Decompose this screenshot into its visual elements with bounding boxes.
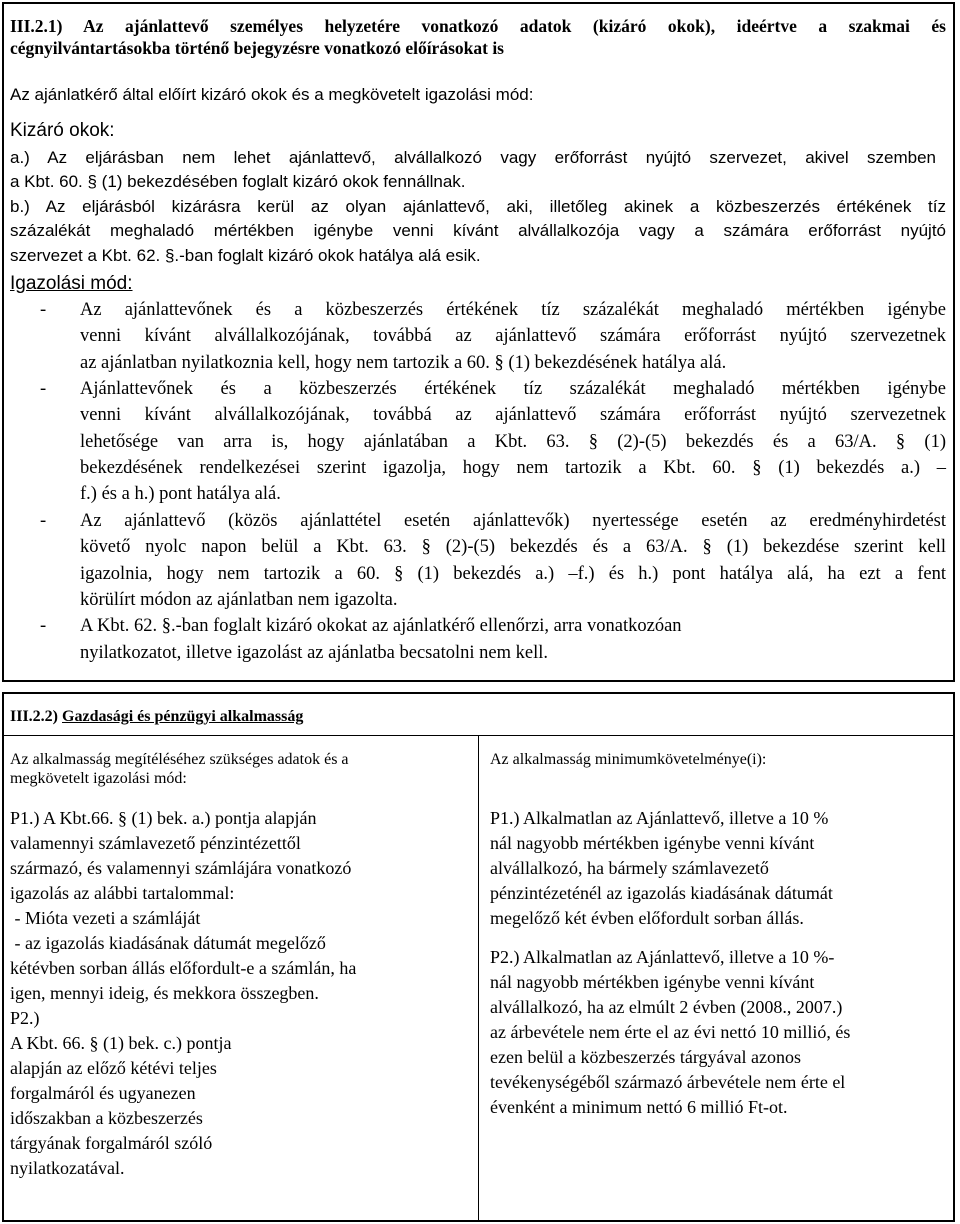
kizaro-okok-label: Kizáró okok:	[10, 120, 115, 141]
right-p1-line: alvállalkozó, ha bármely számlavezető	[490, 858, 769, 878]
bullet-dash: -	[40, 511, 47, 531]
bullet4-line2: nyilatkozatot, illetve igazolást az ajánlatba becsatolni nem kell.	[80, 643, 548, 663]
bullet1-line1: Az ajánlattevőnek és a közbeszerzés értékének tíz százalékát meghaladó mértékben igénybe	[80, 300, 946, 320]
bullet-dash: -	[40, 300, 47, 320]
left-header-line2: megkövetelt igazolási mód:	[10, 770, 187, 787]
left-body-line: - Mióta vezeti a számláját	[10, 908, 201, 928]
column-divider	[478, 735, 479, 1222]
left-body-line: kétévben sorban állás előfordult-e a számlán, ha	[10, 958, 357, 978]
bullet1-line3: az ajánlatban nyilatkoznia kell, hogy nem tartozik a 60. § (1) bekezdésének hatálya alá.	[80, 353, 727, 373]
bullet1-line2: venni kívánt alvállalkozójának, továbbá az ajánlattevő számára erőforrást nyújtó szervezetnek	[80, 326, 946, 346]
left-body-line: származó, és valamennyi számlájára vonatkozó	[10, 858, 352, 878]
bullet3-line1: Az ajánlattevő (közös ajánlattétel esetén ajánlattevők) nyertessége esetén az eredményhirdetést	[80, 511, 946, 531]
left-body-line: igazolás az alábbi tartalommal:	[10, 883, 235, 903]
right-p1-line: pénzintézeténél az igazolás kiadásának dátumát	[490, 883, 833, 903]
right-p2-line: nál nagyobb mértékben igénybe venni kívánt	[490, 972, 815, 992]
right-header: Az alkalmasság minimumkövetelménye(i):	[490, 751, 767, 768]
kizaro-b-line1: b.) Az eljárásból kizárásra kerül az olyan ajánlattevő, aki, illetőleg akinek a közbeszerzés értékének tíz	[10, 197, 946, 216]
right-p2-line: ezen belül a közbeszerzés tárgyával azonos	[490, 1047, 802, 1067]
section2-heading	[10, 708, 303, 726]
bullet3-line4: körülírt módon az ajánlatban nem igazolta.	[80, 590, 398, 610]
right-p2-line: alvállalkozó, ha az elmúlt 2 évben (2008., 2007.)	[490, 997, 843, 1017]
right-p2-line: tevékenységéből származó árbevétele nem érte el	[490, 1072, 846, 1092]
left-body-line: nyilatkozatával.	[10, 1158, 125, 1178]
right-p2-line: P2.) Alkalmatlan az Ajánlattevő, illetve a 10 %-	[490, 947, 835, 967]
bullet2-line3: lehetősége van arra is, hogy ajánlatában a Kbt. 63. § (2)-(5) bekezdés és a 63/A. § (1)	[80, 432, 946, 452]
kizaro-b-line3: szervezet a Kbt. 62. §.-ban foglalt kizáró okok hatálya alá esik.	[10, 246, 481, 265]
left-body-line: A Kbt. 66. § (1) bek. c.) pontja	[10, 1033, 232, 1053]
bullet4-line1: A Kbt. 62. §.-ban foglalt kizáró okokat az ajánlatkérő ellenőrzi, arra vonatkozóan	[80, 616, 682, 636]
right-p1-line: nál nagyobb mértékben igénybe venni kívánt	[490, 833, 815, 853]
left-body-line: forgalmáról és ugyanezen	[10, 1083, 196, 1103]
bullet2-line1: Ajánlattevőnek és a közbeszerzés értékének tíz százalékát meghaladó mértékben igénybe	[80, 379, 946, 399]
left-body-line: alapján az előző kétévi teljes	[10, 1058, 217, 1078]
bullet2-line5: f.) és a h.) pont hatálya alá.	[80, 484, 281, 504]
right-p2-line: az árbevétele nem érte el az évi nettó 10 millió, és	[490, 1022, 851, 1042]
right-p1-line: P1.) Alkalmatlan az Ajánlattevő, illetve a 10 %	[490, 808, 829, 828]
kizaro-b-line2: százalékát meghaladó mértékben igénybe venni kívánt alvállalkozója vagy a számára erőforrást nyújtó	[10, 221, 946, 240]
bullet2-line2: venni kívánt alvállalkozójának, továbbá az ajánlattevő számára erőforrást nyújtó szervezetnek	[80, 405, 946, 425]
left-body-line: valamennyi számlavezető pénzintézettől	[10, 833, 301, 853]
left-body-line: időszakban a közbeszerzés	[10, 1108, 203, 1128]
left-body-line: P1.) A Kbt.66. § (1) bek. a.) pontja alapján	[10, 808, 317, 828]
left-body-line: tárgyának forgalmáról szóló	[10, 1133, 213, 1153]
section1-intro: Az ajánlatkérő által előírt kizáró okok és a megkövetelt igazolási mód:	[10, 85, 534, 104]
left-body-line: igen, mennyi ideig, és mekkora összegben.	[10, 983, 319, 1003]
kizaro-a-line1: a.) Az eljárásban nem lehet ajánlattevő, alvállalkozó vagy erőforrást nyújtó szervezet, akivel szemben	[10, 148, 936, 167]
igazolasi-mod-label: Igazolási mód:	[10, 273, 133, 294]
left-body-line: - az igazolás kiadásának dátumát megelőző	[10, 933, 326, 953]
kizaro-a-line2: a Kbt. 60. § (1) bekezdésében foglalt kizáró okok fennállnak.	[10, 172, 466, 191]
bullet3-line3: igazolnia, hogy nem tartozik a 60. § (1) bekezdés a.) –f.) és h.) pont hatálya alá, ha ezt a fent	[80, 564, 946, 584]
section2-heading-num: III.2.2)	[10, 708, 59, 725]
section2-heading-text: Gazdasági és pénzügyi alkalmasság	[62, 708, 304, 725]
right-p2-line: évenként a minimum nettó 6 millió Ft-ot.	[490, 1097, 788, 1117]
left-body-line: P2.)	[10, 1008, 40, 1028]
bullet2-line4: bekezdésének rendelkezései szerint igazolja, hogy nem tartozik a Kbt. 60. § (1) bekezdés a.) –	[80, 458, 946, 478]
left-header-line1: Az alkalmasság megítéléséhez szükséges adatok és a	[10, 751, 349, 768]
bullet-dash: -	[40, 379, 47, 399]
right-p1-line: megelőző két évben előfordult sorban állás.	[490, 908, 804, 928]
section1-heading-line1: III.2.1) Az ajánlattevő személyes helyzetére vonatkozó adatok (kizáró okok), ideértve a szakmai és	[10, 16, 946, 36]
bullet-dash: -	[40, 616, 47, 636]
bullet3-line2: követő nyolc napon belül a Kbt. 63. § (2)-(5) bekezdés és a 63/A. § (1) bekezdése szerint kell	[80, 537, 946, 557]
section1-heading-line2: cégnyilvántartásokba történő bejegyzésre vonatkozó előírásokat is	[10, 38, 504, 58]
